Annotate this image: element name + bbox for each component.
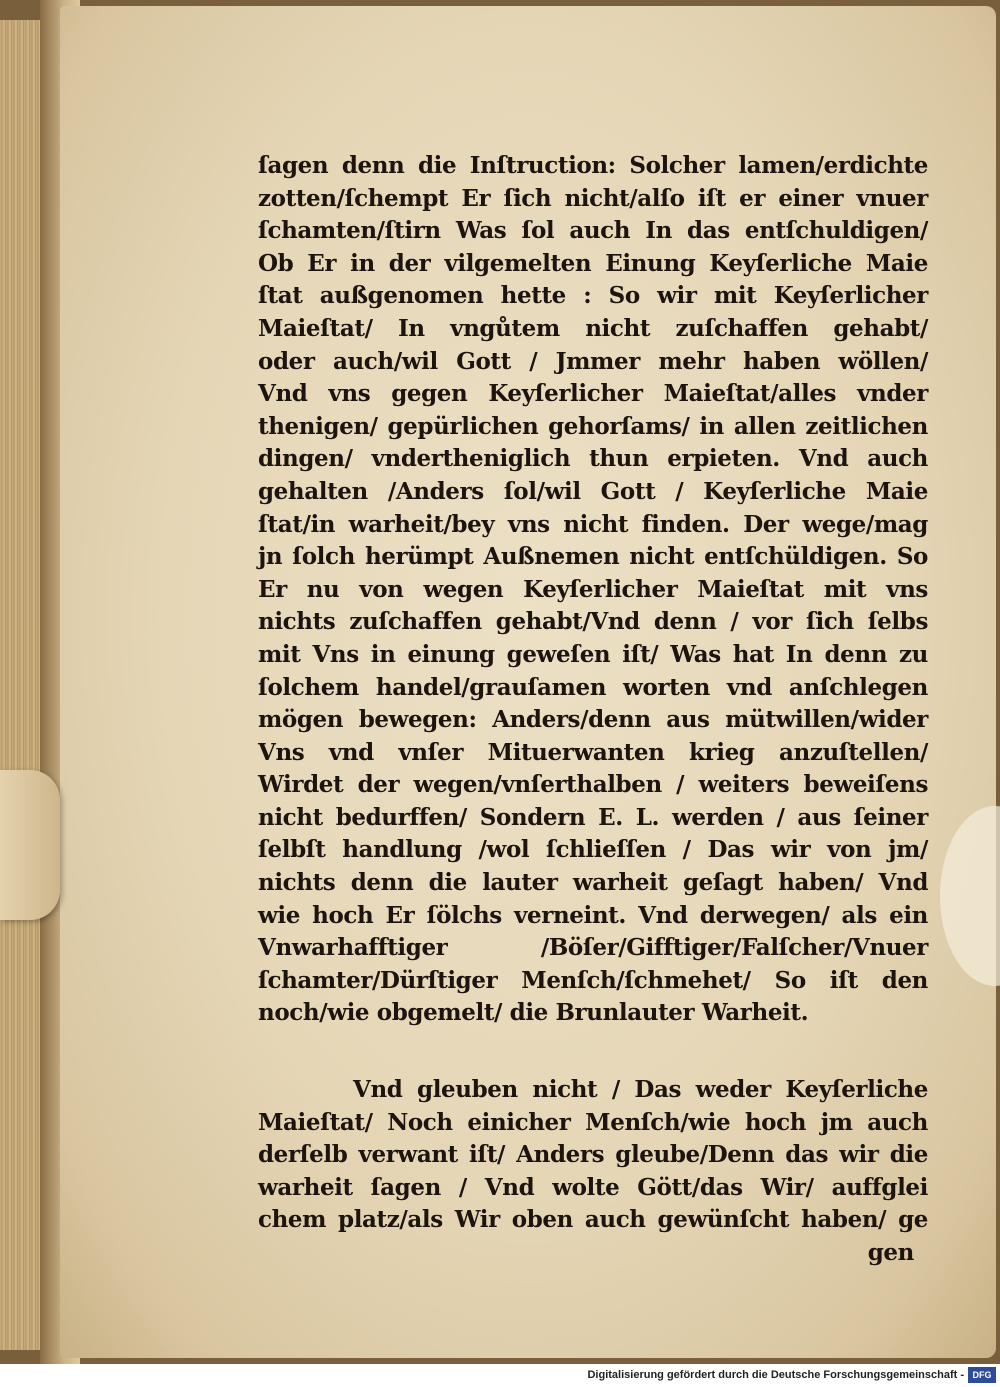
page-edges [0,20,44,1350]
text-block [258,150,928,1270]
paragraph-1 [258,150,928,1030]
text-line: Maieſtat/ In vngůtem nicht zuſchaffen gehabt/ [258,314,928,342]
text-line: nicht bedurffen/ Sondern E. L. werden / aus ſeiner [258,803,928,831]
text-line: thenigen/ gepürlichen gehorſams/ in allen zeitlichen [258,412,928,440]
text-line: chem platz/als Wir oben auch gewünſcht haben/ ge [258,1206,928,1234]
text-line: ſtat/in warheit/bey vns nicht finden. Der wege/mag [258,510,928,538]
text-line: wie hoch Er ſölchs verneint. Vnd derwegen/ als ein [258,901,928,929]
text-line: Vnwarhafftiger /Böſer/Gifftiger/Falſcher/Vnuer [258,934,928,962]
text-line: ſtat außgenomen hette : So wir mit Keyſerlicher [258,282,928,310]
text-line: Vns vnd vnſer Mituerwanten krieg anzuſtellen/ [258,738,928,766]
dfg-logo-icon: DFG [968,1367,996,1383]
text-line: nichts denn die lauter warheit geſagt haben/ Vnd [258,869,928,897]
text-line: mit Vns in einung geweſen iſt/ Was hat In denn zu [258,640,928,668]
text-line: Vnd gleuben nicht / Das weder Keyſerliche [353,1076,928,1104]
text-line: nichts zuſchaffen gehabt/Vnd denn / vor ſich ſelbs [258,608,928,636]
book-clasp [0,770,60,920]
text-line: ſchamten/ſtirn Was ſol auch In das entſchuldigen/ [258,217,928,245]
text-line: zotten/ſchempt Er ſich nicht/alſo iſt er einer vnuer [258,184,928,212]
text-line: oder auch/wil Gott / Jmmer mehr haben wöllen/ [258,347,928,375]
text-line: ſchamter/Dürſtiger Menſch/ſchmehet/ So iſt den [258,966,928,994]
water-stain [940,806,1000,986]
text-line: dingen/ vndertheniglich thun erpieten. Vnd auch [258,445,928,473]
text-line: Wirdet der wegen/vnſerthalben / weiters beweiſens [258,771,928,799]
text-line: ſelbſt handlung /wol ſchlieſſen / Das wir von jm/ [258,836,928,864]
paragraph-2 [258,1074,928,1270]
text-line: Maieſtat/ Noch einicher Menſch/wie hoch jm auch [258,1108,928,1136]
text-line: ſolchem handel/grauſamen worten vnd anſchlegen [258,673,928,701]
paragraph-gap [258,1030,928,1074]
text-line: Vnd vns gegen Keyſerlicher Maieſtat/alles vnder [258,380,928,408]
text-line: noch/wie obgemelt/ die Brunlauter Warheit. [258,999,809,1027]
text-line: jn ſolch herümpt Außnemen nicht entſchüldigen. So [258,543,928,571]
text-line: warheit ſagen / Vnd wolte Gött/das Wir/ auffglei [258,1173,928,1201]
text-line: gehalten /Anders ſol/wil Gott / Keyſerliche Maie [258,477,928,505]
text-line: Er nu von wegen Keyſerlicher Maieſtat mit vns [258,575,928,603]
catchword: gen [867,1239,914,1266]
text-line: Ob Er in der vilgemelten Einung Keyſerliche Maie [258,249,928,277]
text-line: derſelb verwant iſt/ Anders gleube/Denn das wir die [258,1141,928,1169]
digitization-footer [0,1364,1000,1387]
footer-credit: Digitalisierung gefördert durch die Deutsche Forschungsgemeinschaft - [587,1369,964,1381]
text-line: mögen bewegen: Anders/denn aus mütwillen/wider [258,706,928,734]
text-line: ſagen denn die Inſtruction: Solcher lamen/erdichte [258,152,928,179]
